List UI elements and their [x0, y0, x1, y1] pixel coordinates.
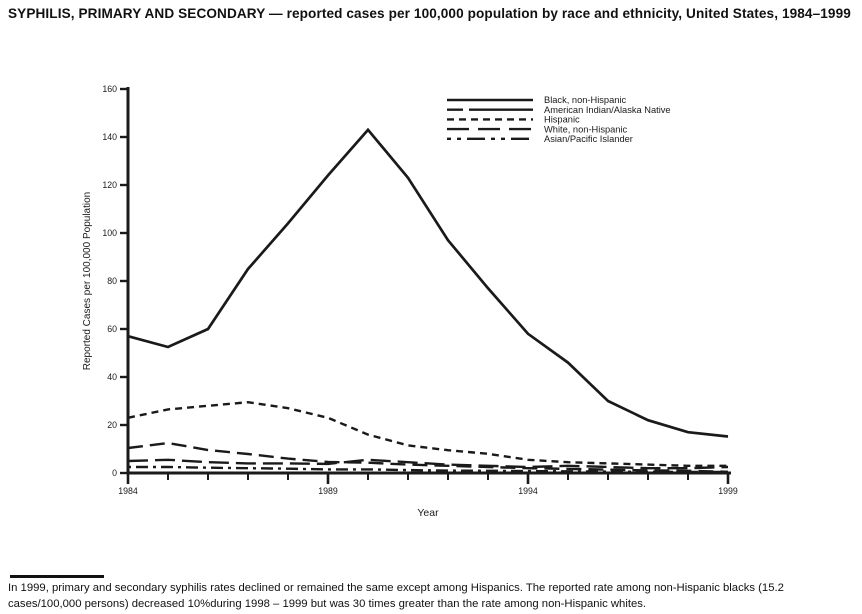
y-axis-title: Reported Cases per 100,000 Population: [82, 191, 93, 371]
chart-title: SYPHILIS, PRIMARY AND SECONDARY — reported cases per 100,000 population by race and ethnicity, United States, 1984–1999: [8, 6, 851, 21]
legend-label-asian-pacific-islander: Asian/Pacific Islander: [544, 134, 633, 144]
y-axis-tick-label: 160: [102, 84, 117, 94]
y-axis-tick-label: 100: [102, 228, 117, 238]
legend-label-black-non-hispanic: Black, non-Hispanic: [544, 95, 627, 106]
legend-label-white-non-hispanic: White, non-Hispanic: [544, 124, 628, 135]
series-line-hispanic: [128, 402, 728, 466]
x-axis-tick-label: 1999: [718, 486, 738, 496]
y-axis-tick-label: 0: [112, 468, 117, 478]
y-axis-tick-label: 20: [107, 420, 117, 430]
x-axis-tick-label: 1984: [118, 486, 138, 496]
y-axis-tick-label: 40: [107, 372, 117, 382]
legend-label-american-indian-alaska-native: American Indian/Alaska Native: [544, 104, 671, 115]
series-line-black-non-hispanic: [128, 130, 728, 437]
y-axis-tick-label: 60: [107, 324, 117, 334]
x-axis-title: Year: [417, 507, 439, 519]
x-axis-tick-label: 1989: [318, 486, 338, 496]
y-axis-tick-label: 80: [107, 276, 117, 286]
y-axis-tick-label: 140: [102, 132, 117, 142]
footnote-text: In 1999, primary and secondary syphilis rates declined or remained the same except among Hispanics. The reported rate among non-Hispanic blacks (15.2 cases/100,000 persons) decreased 10%during 1998 – 1999 but was 30 times greater than the rate among non-Hispanic whites.: [8, 582, 784, 610]
footnote-rule: [10, 575, 104, 578]
y-axis-tick-label: 120: [102, 180, 117, 190]
legend-label-hispanic: Hispanic: [544, 114, 580, 125]
x-axis-tick-label: 1994: [518, 486, 538, 496]
